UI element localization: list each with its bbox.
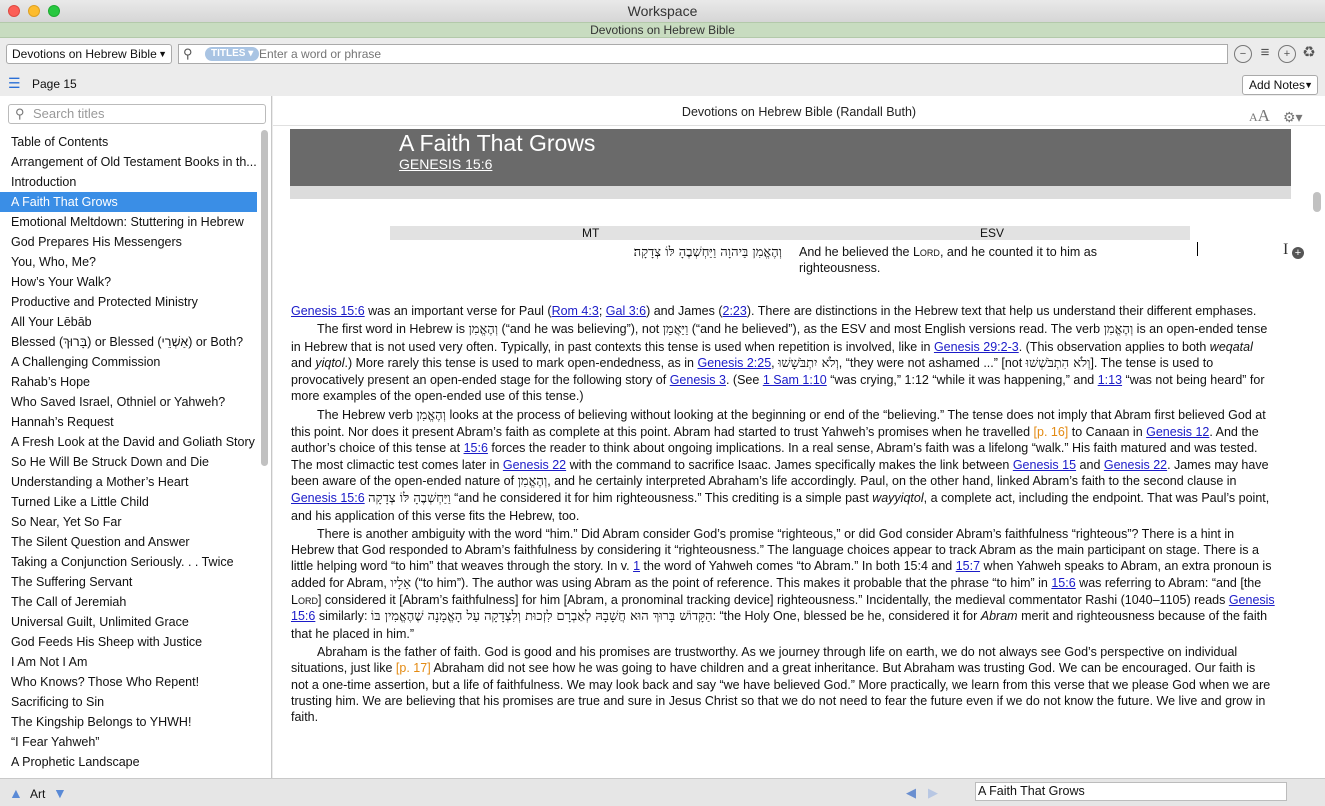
esv-text-end: , and he counted it to him as righteousness. bbox=[799, 245, 1097, 275]
scripture-link[interactable]: Genesis 12 bbox=[1146, 425, 1210, 440]
sidebar-scrollbar[interactable] bbox=[260, 128, 269, 768]
sidebar-title-item[interactable]: God Feeds His Sheep with Justice bbox=[11, 635, 203, 649]
sidebar-title-item[interactable]: Understanding a Mother’s Heart bbox=[11, 475, 189, 489]
add-note-icon[interactable]: + bbox=[1292, 247, 1304, 259]
chevron-down-icon: ▼ bbox=[1304, 80, 1313, 90]
sidebar-title-item[interactable]: I Am Not I Am bbox=[11, 655, 88, 669]
list-view-icon[interactable]: ≡ bbox=[1260, 44, 1270, 61]
search-icon[interactable]: ⚲ bbox=[183, 46, 193, 61]
sidebar-title-item[interactable]: A Challenging Commission bbox=[11, 355, 161, 369]
window-titlebar bbox=[0, 0, 1325, 22]
paragraph: Abraham is the father of faith. God is good and his promises are trustworthy. As we journey through life on earth, we do not always see God’s perspective on individual situations, just like [p. 17] Abraham did not see how he was going to have children and a great inheritance. But Abraham was trusting God. We can be encouraged. Our faith is not a one-time assertion, but a life of faithfulness. We may look back and say “we have believed God.” More practically, we learn from this verse that we please God when we are trusting him. We are believing that his promises are true and sure in Jesus Christ so that we do not need to fear the future even if we do not know the future. We live and grow in faith. bbox=[291, 644, 1271, 725]
ibeam-cursor-icon: I bbox=[1283, 241, 1289, 258]
sidebar-scrollbar-thumb[interactable] bbox=[261, 130, 268, 466]
sidebar-title-item[interactable]: The Suffering Servant bbox=[11, 575, 133, 589]
resource-title-bar bbox=[0, 22, 1325, 38]
sidebar-title-item[interactable]: Sacrificing to Sin bbox=[11, 695, 105, 709]
titles-list bbox=[0, 132, 257, 772]
esv-verse bbox=[799, 244, 1129, 276]
sidebar-title-item[interactable]: You, Who, Me? bbox=[11, 255, 97, 269]
scripture-link[interactable]: Genesis 15:6 bbox=[291, 593, 1275, 624]
scripture-link[interactable]: Genesis 15 bbox=[1012, 457, 1077, 472]
esv-lord: Lord bbox=[912, 245, 940, 259]
sidebar-title-item[interactable]: How’s Your Walk? bbox=[11, 275, 112, 289]
scripture-link[interactable]: 1:13 bbox=[1097, 373, 1123, 388]
gear-icon[interactable]: ⚙▾ bbox=[1283, 109, 1303, 125]
sidebar-title-item[interactable]: Introduction bbox=[11, 175, 77, 189]
sidebar-title-item[interactable]: Blessed (בָּרוּךְ) or Blessed (אַשְׁרֵי) or Both? bbox=[11, 335, 244, 349]
add-icon[interactable]: + bbox=[1278, 45, 1296, 63]
window-title: Workspace bbox=[627, 3, 698, 19]
sidebar-title-item[interactable]: Universal Guilt, Unlimited Grace bbox=[11, 615, 189, 629]
sidebar-title-item[interactable]: Arrangement of Old Testament Books in th... bbox=[11, 155, 257, 169]
scripture-link[interactable]: 1 bbox=[633, 559, 641, 574]
sidebar-title-item[interactable]: A Prophetic Landscape bbox=[11, 755, 140, 769]
search-scope-label: TITLES bbox=[211, 48, 246, 59]
search-box[interactable] bbox=[178, 44, 1228, 64]
text-caret bbox=[1197, 242, 1198, 256]
paragraph: Genesis 15:6 was an important verse for Paul (Rom 4:3; Gal 3:6) and James (2:23). There are distinctions in the Hebrew text that help us understand their different emphases. bbox=[291, 304, 1257, 318]
page-bar bbox=[0, 72, 1325, 96]
verse-table-header bbox=[390, 226, 1190, 240]
verse-table bbox=[390, 226, 1190, 276]
zoom-window-button[interactable] bbox=[48, 5, 60, 17]
scripture-link[interactable]: 15:7 bbox=[955, 559, 981, 574]
visual-filter-label: Art bbox=[30, 787, 46, 801]
scripture-link[interactable]: Genesis 15:6 bbox=[291, 491, 365, 506]
previous-section-icon[interactable]: ▲ bbox=[9, 785, 23, 801]
sidebar-title-item[interactable]: Taking a Conjunction Seriously. . . Twice bbox=[11, 555, 234, 569]
scripture-link[interactable]: 2:23 bbox=[722, 304, 747, 318]
scripture-link[interactable]: Rom 4:3 bbox=[551, 304, 599, 318]
zoom-out-icon[interactable]: − bbox=[1234, 45, 1252, 63]
page-marker[interactable]: [p. 16] bbox=[1033, 425, 1069, 440]
resource-header bbox=[273, 96, 1325, 126]
sidebar-title-item[interactable]: The Kingship Belongs to YHWH! bbox=[11, 715, 192, 729]
search-icon: ⚲ bbox=[15, 106, 25, 121]
article-title: A Faith That Grows bbox=[399, 130, 596, 156]
forward-arrow-icon[interactable]: ▶ bbox=[928, 785, 938, 800]
titles-search-placeholder: Search titles bbox=[33, 106, 105, 121]
location-field-value: A Faith That Grows bbox=[978, 784, 1085, 798]
sidebar-title-item[interactable]: Who Saved Israel, Othniel or Yahweh? bbox=[11, 395, 226, 409]
sidebar-title-item[interactable]: “I Fear Yahweh” bbox=[11, 735, 100, 749]
scripture-link[interactable]: 1 Sam 1:10 bbox=[762, 373, 827, 388]
page-number: Page 15 bbox=[32, 77, 77, 91]
paragraph: There is another ambiguity with the word “him.” Did Abram consider God’s promise “righteous,” or did God consider Abram’s faithfulness “righteous”? There is a hint in Hebrew that God responded to Abram’s faithfulness by considering it “righteousness.” The language choices appear to track Abram as the main participant on stage. There is a little helping word “to him” that weaves through the story. In v. 1 the word of Yahweh comes “to Abram.” In both 15:4 and 15:7 when Yahweh speaks to Abram, an extra pronoun is added for Abram, אֵלָיו (“to him”). The author was using Abram as the point of reference. This makes it probable that the phrase “to him” in 15:6 was referring to Abram: “and [the Lord] considered it [Abram’s faithfulness] for him [Abram, a pronominal tracking device] righteousness.” Incidentally, the medieval commentator Rashi (1040–1105) reads Genesis 15:6 similarly: הַקָּדוֹשׁ בָּרוּךְ הוּא חֲשָׁבָהּ לְאַבְרָם לִזְכוּת וְלִצְדָקָה עַל הָאֱמָנָה שֶׁהֶאֱמִין בּוֹ: “the Holy One, blessed be he, considered it for Abram merit and righteousness because of the faith that he placed in him.” bbox=[291, 526, 1275, 641]
minimize-window-button[interactable] bbox=[28, 5, 40, 17]
sidebar-title-item[interactable]: Rahab’s Hope bbox=[11, 375, 90, 389]
article-banner bbox=[290, 129, 1291, 186]
toolbar bbox=[0, 38, 1325, 72]
sidebar-title-item[interactable]: The Call of Jeremiah bbox=[11, 595, 127, 609]
sidebar-title-item[interactable]: Hannah’s Request bbox=[11, 415, 114, 429]
reading-pane bbox=[273, 96, 1325, 778]
resource-selector[interactable] bbox=[6, 44, 172, 64]
recycle-icon[interactable]: ♻ bbox=[1302, 44, 1316, 61]
sidebar-title-item[interactable]: The Silent Question and Answer bbox=[11, 535, 190, 549]
search-input[interactable] bbox=[259, 46, 1159, 62]
scripture-link[interactable]: Gal 3:6 bbox=[605, 304, 647, 318]
chevron-down-icon: ▼ bbox=[158, 49, 167, 59]
mt-column-header: MT bbox=[582, 226, 600, 240]
reading-pane-scrollbar-thumb[interactable] bbox=[1313, 192, 1321, 212]
paragraph: The first word in Hebrew is וְהֶאֱמִן (“and he was believing”), not וַיַּאֲמֵן (“and he believed”), as the ESV and most English versions read. The verb וְהֶאֱמִן is an open-ended tense in Hebrew that is not used very often. Typically, in past contexts this tense is used when repetition is involved, like in Genesis 29:2-3. (This observation applies to both weqatal and yiqtol.) More rarely this tense is used to mark open-endedness, as in Genesis 2:25, וְלֹא יִתְבֹּשָׁשׁוּ, “they were not ashamed ...” [not וְלֹא הִתְבֹּשְׁשׁוּ]. The tense is used to provocatively present an open-ended stage for the following story of Genesis 3. (See 1 Sam 1:10 “was crying,” 1:12 “while it was happening,” and 1:13 “was not being heard” for more examples of the open-ended use of this tense.) bbox=[291, 322, 1268, 404]
paragraph: The Hebrew verb וְהֶאֱמִן looks at the process of believing without looking at the beginning or end of the “believing.” The tense does not imply that Abram first believed God at this point. Nor does it present Abram’s faith as complete at this point. Abram had started to trust Yahweh’s promises when he travelled [p. 16] to Canaan in Genesis 12. And the author’s choice of this tense at 15:6 forces the reader to think about ongoing implications. In a real sense, Abram’s faith was a lifelong “walk.” His faith matured and was tested. The most climactic test comes later in Genesis 22 with the command to sacrifice Isaac. James specifically makes the link between Genesis 15 and Genesis 22. James may have been aware of the open-ended nature of וְהֶאֱמִן, and he certainly interpreted Abraham’s life accordingly. Paul, on the other hand, linked Abram’s faith to the second clause in Genesis 15:6 וַיַּחְשְׁבֶהָ לּוֹ צְדָקָה “and he considered it for him righteousness.” This crediting is a simple past wayyiqtol, a complete act, including the endpoint. That was Paul’s point, and his application of this verse fits the Hebrew, too. bbox=[291, 407, 1270, 523]
sidebar-title-item[interactable]: Turned Like a Little Child bbox=[11, 495, 149, 509]
sidebar-title-item[interactable]: A Fresh Look at the David and Goliath Story bbox=[11, 435, 255, 449]
scripture-link[interactable]: Genesis 2:25 bbox=[697, 355, 772, 370]
table-of-contents-icon[interactable]: ☰ bbox=[8, 75, 21, 91]
esv-column-header: ESV bbox=[980, 226, 1005, 240]
status-bar bbox=[0, 778, 1325, 806]
add-notes-label: Add Notes bbox=[1249, 78, 1306, 92]
article-reference-link[interactable]: GENESIS 15:6 bbox=[399, 156, 493, 172]
scripture-link[interactable]: 15:6 bbox=[1051, 575, 1076, 590]
article-body bbox=[291, 303, 1275, 727]
sidebar-title-item[interactable]: Emotional Meltdown: Stuttering in Hebrew bbox=[11, 215, 244, 229]
resource-title: Devotions on Hebrew Bible bbox=[590, 23, 735, 37]
scripture-link[interactable]: Genesis 15:6 bbox=[291, 304, 365, 318]
search-scope-pill[interactable]: TITLES ▾ bbox=[205, 47, 259, 61]
scripture-link[interactable]: Genesis 22 bbox=[502, 457, 567, 472]
verse-table-row bbox=[390, 240, 1190, 276]
back-arrow-icon[interactable]: ◀ bbox=[906, 785, 916, 800]
sidebar-title-item[interactable]: Who Knows? Those Who Repent! bbox=[11, 675, 200, 689]
titles-sidebar bbox=[0, 96, 272, 778]
sidebar-title-item[interactable]: So Near, Yet So Far bbox=[11, 515, 122, 529]
close-window-button[interactable] bbox=[8, 5, 20, 17]
sidebar-title-item[interactable]: So He Will Be Struck Down and Die bbox=[11, 455, 209, 469]
sidebar-title-item[interactable]: God Prepares His Messengers bbox=[11, 235, 182, 249]
next-section-icon[interactable]: ▼ bbox=[53, 785, 67, 801]
sidebar-title-item[interactable]: Productive and Protected Ministry bbox=[11, 295, 198, 309]
sidebar-title-item[interactable]: All Your Lēbāb bbox=[11, 315, 92, 329]
scripture-link[interactable]: Genesis 22 bbox=[1103, 457, 1168, 472]
banner-divider bbox=[290, 186, 1291, 199]
hebrew-verse: וְהֶאֱמִן בַּיהוָה וַיַּחְשְׁבֶהָ לּוֹ צְדָקָה׃ bbox=[633, 245, 782, 260]
scripture-link[interactable]: Genesis 3 bbox=[669, 373, 726, 388]
resource-header-title: Devotions on Hebrew Bible (Randall Buth) bbox=[681, 105, 917, 119]
resource-selector-label: Devotions on Hebrew Bible bbox=[12, 47, 157, 61]
sidebar-title-item[interactable]: Table of Contents bbox=[11, 135, 109, 149]
location-field[interactable] bbox=[975, 782, 1287, 801]
page-marker[interactable]: [p. 17] bbox=[395, 661, 431, 676]
add-notes-button[interactable] bbox=[1242, 75, 1318, 95]
text-size-icon[interactable]: AA bbox=[1249, 106, 1270, 125]
scripture-link[interactable]: Genesis 29:2-3 bbox=[933, 339, 1019, 354]
esv-text-start: And he believed the bbox=[799, 245, 913, 259]
scripture-link[interactable]: 15:6 bbox=[463, 441, 488, 456]
sidebar-title-item[interactable]: A Faith That Grows bbox=[0, 192, 257, 212]
titles-search-input[interactable] bbox=[8, 104, 266, 124]
